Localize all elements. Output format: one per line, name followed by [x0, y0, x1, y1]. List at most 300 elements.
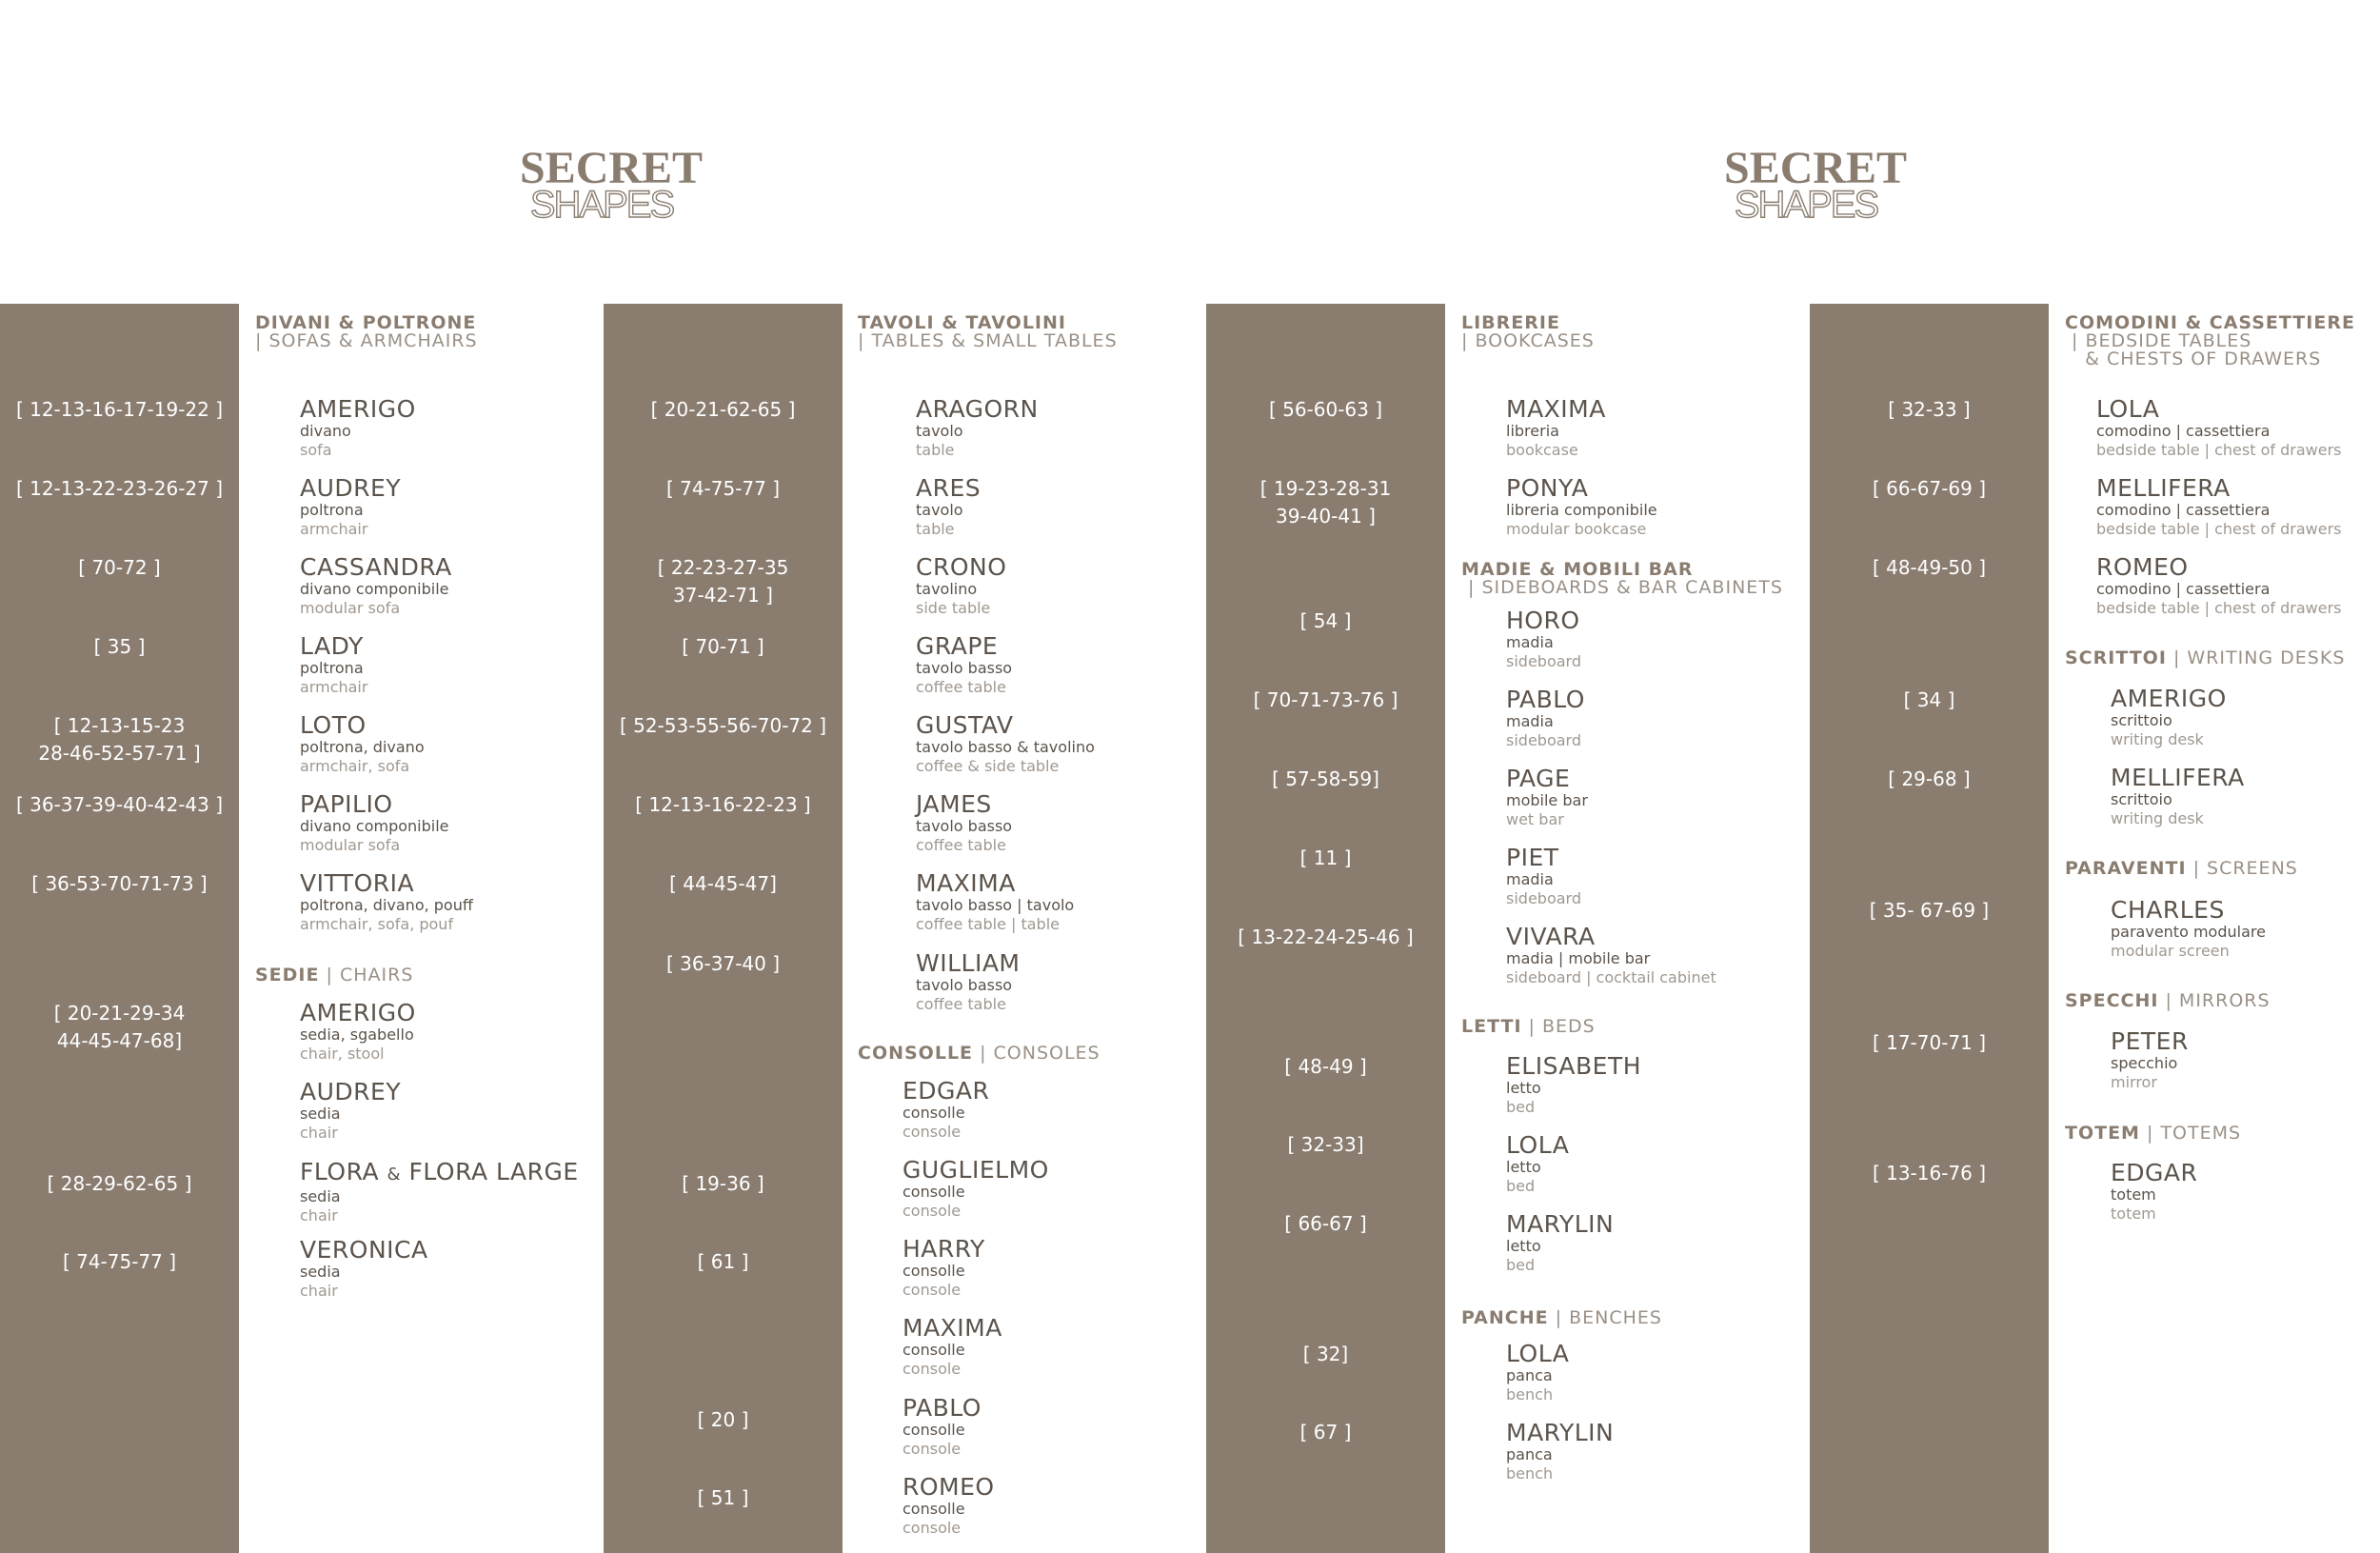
product-name-text: PIET	[1506, 844, 1559, 871]
category-name-it: CONSOLLE	[858, 1043, 974, 1064]
product-type-en: sofa	[300, 441, 332, 459]
product-type-it: tavolo basso	[916, 976, 1013, 994]
product-type-it: libreria	[1506, 422, 1559, 440]
product-name-text: ARAGORN	[916, 395, 1039, 423]
product-type-en: sideboard	[1506, 652, 1581, 670]
product-entry	[902, 1315, 1002, 1379]
page-numbers: [ 44-45-47]	[669, 872, 777, 895]
product-name-text: VITTORIA	[300, 869, 415, 897]
product-type-en: sideboard	[1506, 731, 1581, 749]
product-type-en: bedside table | chest of drawers	[2096, 520, 2342, 538]
category-heading	[858, 1045, 1101, 1063]
product-type-it: comodino | cassettiera	[2096, 501, 2271, 519]
category-name-it: PANCHE	[1461, 1307, 1549, 1328]
page-numbers: [ 19-23-28-31 39-40-41 ]	[1259, 477, 1392, 528]
category-heading	[1461, 1309, 1662, 1327]
product-type-en: console	[902, 1440, 962, 1458]
product-name-text: PAPILIO	[300, 790, 393, 818]
page-numbers: [ 35 ]	[93, 635, 146, 658]
product-entry	[2111, 686, 2227, 749]
product-name	[1506, 1420, 1614, 1445]
product-entry	[300, 633, 367, 697]
page-numbers: [ 12-13-22-23-26-27 ]	[15, 477, 224, 500]
category-name-en: | CONSOLES	[973, 1043, 1101, 1064]
product-name	[300, 870, 473, 896]
category-name-it: TAVOLI & TAVOLINI	[858, 312, 1066, 333]
product-entry	[300, 870, 473, 934]
product-name-text: CHARLES	[2111, 896, 2225, 924]
product-entry	[916, 950, 1021, 1014]
product-entry	[1506, 607, 1581, 671]
product-entry	[916, 396, 1039, 460]
product-entry	[902, 1157, 1049, 1221]
page-numbers: [ 61 ]	[697, 1250, 749, 1273]
product-type-it: panca	[1506, 1445, 1553, 1463]
product-entry	[1506, 845, 1581, 908]
product-type-en: console	[902, 1202, 962, 1220]
page-numbers: [ 48-49 ]	[1284, 1055, 1367, 1078]
product-entry	[1506, 1211, 1614, 1275]
product-name-text: VIVARA	[1506, 923, 1596, 950]
product-name	[300, 475, 401, 501]
brand-logo-line2: SHAPES	[1734, 184, 1878, 226]
brand-logo-left	[520, 143, 704, 226]
product-type-en: table	[916, 441, 955, 459]
brand-logo-right	[1724, 143, 1908, 226]
product-name	[902, 1395, 982, 1421]
product-name	[902, 1157, 1049, 1183]
product-type-it: madia | mobile bar	[1506, 949, 1651, 967]
category-name-it: SPECCHI	[2065, 990, 2159, 1011]
product-name	[300, 1159, 579, 1187]
product-name-text: ELISABETH	[1506, 1052, 1642, 1080]
product-type-it: sedia	[300, 1105, 341, 1123]
product-type-en: totem	[2111, 1205, 2156, 1223]
product-entry	[902, 1395, 982, 1459]
page-numbers: [ 34 ]	[1903, 688, 1955, 711]
product-name	[916, 633, 1012, 659]
product-name	[916, 396, 1039, 422]
product-type-it: consolle	[902, 1500, 965, 1518]
page-numbers: [ 74-75-77 ]	[62, 1250, 177, 1273]
product-name	[2111, 765, 2245, 790]
page-numbers: [ 74-75-77 ]	[665, 477, 781, 500]
category-name-en: | SIDEBOARDS & BAR CABINETS	[1461, 577, 1783, 598]
product-type-it: tavolo	[916, 422, 963, 440]
category-name-it: LIBRERIE	[1461, 312, 1560, 333]
product-name	[1506, 766, 1588, 791]
product-name-text: AMERIGO	[2111, 685, 2227, 712]
product-type-en: wet bar	[1506, 810, 1564, 828]
product-type-en: console	[902, 1519, 962, 1537]
product-entry	[916, 712, 1095, 776]
product-type-it: consolle	[902, 1104, 965, 1122]
category-heading	[2065, 649, 2345, 667]
product-type-en: bed	[1506, 1098, 1536, 1116]
product-name-text: GRAPE	[916, 632, 999, 660]
product-name	[1506, 396, 1606, 422]
product-entry	[902, 1236, 985, 1300]
product-type-en: table	[916, 520, 955, 538]
category-heading	[2065, 992, 2271, 1010]
product-type-en: chair	[300, 1206, 338, 1224]
product-type-en: console	[902, 1281, 962, 1299]
product-name	[2111, 686, 2227, 711]
product-name-text: HARRY	[902, 1235, 985, 1263]
product-name	[902, 1474, 995, 1500]
page-numbers: [ 17-70-71 ]	[1872, 1031, 1987, 1054]
product-type-it: totem	[2111, 1185, 2156, 1204]
product-entry	[916, 554, 1006, 618]
product-type-en: bed	[1506, 1256, 1536, 1274]
page-numbers: [ 12-13-16-17-19-22 ]	[15, 398, 224, 421]
product-name-text: ROMEO	[902, 1473, 995, 1501]
product-entry	[300, 791, 448, 855]
category-name-en: | MIRRORS	[2158, 990, 2271, 1011]
product-type-it: consolle	[902, 1183, 965, 1201]
product-type-en: chair, stool	[300, 1045, 385, 1063]
page-numbers: [ 66-67 ]	[1284, 1212, 1367, 1235]
product-name-text: EDGAR	[2111, 1159, 2198, 1186]
category-heading	[1461, 314, 1595, 350]
product-type-it: sedia, sgabello	[300, 1025, 414, 1044]
product-name	[916, 791, 1012, 817]
product-type-en: armchair, sofa, pouf	[300, 915, 454, 933]
product-name	[902, 1078, 989, 1104]
category-name-it: DIVANI & POLTRONE	[255, 312, 477, 333]
product-type-en: sideboard	[1506, 889, 1581, 907]
product-name	[916, 712, 1095, 738]
product-name-text: PETER	[2111, 1027, 2189, 1055]
product-type-it: divano componibile	[300, 817, 449, 835]
product-entry	[2096, 475, 2341, 539]
category-name-en: | SOFAS & ARMCHAIRS	[255, 330, 478, 351]
page-numbers: [ 66-67-69 ]	[1872, 477, 1987, 500]
page-numbers: [ 48-49-50 ]	[1872, 556, 1987, 579]
page-numbers: [ 12-13-16-22-23 ]	[635, 793, 811, 816]
product-type-it: madia	[1506, 633, 1554, 651]
category-name-en: | WRITING DESKS	[2166, 647, 2346, 668]
product-name	[2096, 475, 2341, 501]
product-name-text: HORO	[1506, 607, 1580, 634]
category-name-en: | TOTEMS	[2139, 1123, 2242, 1144]
category-name-en: | BENCHES	[1548, 1307, 1662, 1328]
product-name-text: GUGLIELMO	[902, 1156, 1049, 1184]
category-name-it: COMODINI & CASSETTIERE	[2065, 312, 2355, 333]
product-name	[2096, 554, 2341, 580]
product-entry	[2111, 765, 2245, 828]
product-entry	[2096, 554, 2341, 618]
page-numbers: [ 13-16-76 ]	[1872, 1162, 1987, 1185]
product-type-it: scrittoio	[2111, 790, 2172, 808]
page-numbers: [ 29-68 ]	[1888, 767, 1971, 790]
page-numbers: [ 22-23-27-35 37-42-71 ]	[657, 556, 789, 607]
product-name-text: ROMEO	[2096, 553, 2189, 581]
product-name	[902, 1236, 985, 1262]
product-name-text: VERONICA	[300, 1236, 428, 1264]
category-name-it: SEDIE	[255, 965, 320, 986]
ampersand: &	[387, 1165, 402, 1185]
product-name	[916, 554, 1006, 580]
product-entry	[300, 712, 425, 776]
product-entry	[916, 791, 1012, 855]
page-numbers: [ 20-21-29-34 44-45-47-68]	[53, 1002, 186, 1052]
product-name-text: PABLO	[902, 1394, 982, 1422]
product-name	[1506, 845, 1581, 870]
product-name	[300, 712, 425, 738]
brand-logo-line1: SECRET	[520, 143, 704, 193]
page-numbers: [ 36-53-70-71-73 ]	[31, 872, 208, 895]
page-numbers: [ 32]	[1302, 1343, 1349, 1365]
product-type-en: console	[902, 1360, 962, 1378]
page-numbers: [ 57-58-59]	[1272, 767, 1379, 790]
product-type-it: poltrona, divano, pouff	[300, 896, 473, 914]
product-name	[916, 870, 1074, 896]
product-type-en: modular screen	[2111, 942, 2230, 960]
category-heading	[2065, 314, 2355, 368]
product-type-it: letto	[1506, 1158, 1541, 1176]
product-type-en: modular bookcase	[1506, 520, 1647, 538]
product-name-text: FLORA	[300, 1158, 380, 1185]
product-entry	[300, 554, 452, 618]
product-type-it: comodino | cassettiera	[2096, 580, 2271, 598]
product-type-it: poltrona	[300, 501, 364, 519]
product-type-it: scrittoio	[2111, 711, 2172, 729]
category-name-en: | TABLES & SMALL TABLES	[858, 330, 1118, 351]
category-name-it: MADIE & MOBILI BAR	[1461, 559, 1694, 580]
page-numbers: [ 20-21-62-65 ]	[650, 398, 796, 421]
product-name	[300, 396, 416, 422]
product-type-en: chair	[300, 1282, 338, 1300]
product-name-text: LOLA	[1506, 1131, 1570, 1159]
product-name-text: AMERIGO	[300, 999, 416, 1026]
product-name	[300, 554, 452, 580]
page-numbers: [ 54 ]	[1299, 609, 1352, 632]
product-type-en: bench	[1506, 1464, 1554, 1483]
product-type-it: consolle	[902, 1421, 965, 1439]
product-entry	[300, 1159, 579, 1225]
product-name	[1506, 1211, 1614, 1237]
product-name-text: LADY	[300, 632, 364, 660]
page-numbers: [ 35- 67-69 ]	[1869, 899, 1990, 922]
product-name	[300, 1079, 401, 1105]
product-name	[2096, 396, 2341, 422]
product-name-text: PAGE	[1506, 765, 1571, 792]
product-type-it: tavolino	[916, 580, 978, 598]
product-type-it: madia	[1506, 870, 1554, 888]
page-numbers: [ 70-71 ]	[682, 635, 764, 658]
product-entry	[902, 1474, 995, 1538]
product-name	[2111, 1160, 2197, 1185]
product-name	[916, 475, 981, 501]
product-name-text: LOLA	[2096, 395, 2160, 423]
product-name	[2111, 1028, 2189, 1054]
brand-logo-line1: SECRET	[1724, 143, 1908, 193]
product-name-text: AMERIGO	[300, 395, 416, 423]
product-name	[300, 633, 367, 659]
product-name	[902, 1315, 1002, 1341]
product-type-en: console	[902, 1123, 962, 1141]
product-type-it: divano componibile	[300, 580, 449, 598]
page-numbers: [ 70-72 ]	[78, 556, 161, 579]
product-entry	[2111, 897, 2266, 961]
page-numbers: [ 67 ]	[1299, 1421, 1352, 1443]
category-heading	[255, 966, 413, 985]
product-type-en: bedside table | chest of drawers	[2096, 441, 2342, 459]
product-type-en: armchair	[300, 678, 368, 696]
category-name-it: LETTI	[1461, 1016, 1522, 1037]
page-numbers: [ 36-37-39-40-42-43 ]	[15, 793, 224, 816]
page-numbers: [ 56-60-63 ]	[1268, 398, 1383, 421]
category-name-en: | BEDSIDE TABLES & CHESTS OF DRAWERS	[2072, 330, 2322, 369]
product-type-en: bench	[1506, 1385, 1554, 1404]
category-heading	[2065, 1125, 2241, 1143]
product-entry	[2111, 1160, 2197, 1224]
product-name	[1506, 1341, 1569, 1366]
page-numbers: [ 19-36 ]	[682, 1172, 764, 1195]
category-heading	[2065, 860, 2298, 878]
product-type-it: specchio	[2111, 1054, 2178, 1072]
product-type-it: letto	[1506, 1237, 1541, 1255]
product-name-text-2: FLORA LARGE	[408, 1158, 579, 1185]
product-name-text: AUDREY	[300, 1078, 402, 1105]
category-name-it: PARAVENTI	[2065, 858, 2187, 879]
product-type-en: bed	[1506, 1177, 1536, 1195]
product-type-it: panca	[1506, 1366, 1553, 1384]
product-entry	[1506, 1420, 1614, 1483]
product-entry	[1506, 475, 1657, 539]
product-entry	[2111, 1028, 2189, 1092]
product-type-en: modular sofa	[300, 836, 401, 854]
product-name-text: MARYLIN	[1506, 1419, 1615, 1446]
product-name-text: JAMES	[916, 790, 992, 818]
product-type-en: coffee table	[916, 836, 1006, 854]
product-type-it: poltrona	[300, 659, 364, 677]
product-entry	[916, 475, 981, 539]
product-entry	[916, 633, 1012, 697]
product-name	[300, 1237, 428, 1263]
product-name-text: PABLO	[1506, 686, 1585, 713]
product-entry	[2096, 396, 2341, 460]
product-type-it: consolle	[902, 1262, 965, 1280]
product-type-en: modular sofa	[300, 599, 401, 617]
product-type-it: tavolo	[916, 501, 963, 519]
product-name-text: MAXIMA	[1506, 395, 1606, 423]
product-name	[1506, 687, 1585, 712]
category-heading	[1461, 1018, 1596, 1036]
product-type-en: writing desk	[2111, 730, 2204, 748]
product-name	[300, 791, 448, 817]
product-type-it: tavolo basso	[916, 659, 1013, 677]
page-numbers: [ 52-53-55-56-70-72 ]	[619, 714, 827, 737]
product-type-en: mirror	[2111, 1073, 2157, 1091]
product-type-en: sideboard | cocktail cabinet	[1506, 968, 1716, 986]
product-name-text: PONYA	[1506, 474, 1589, 502]
product-name-text: ARES	[916, 474, 982, 502]
product-name-text: GUSTAV	[916, 711, 1014, 739]
product-entry	[1506, 1341, 1569, 1404]
product-type-it: mobile bar	[1506, 791, 1588, 809]
product-type-en: armchair, sofa	[300, 757, 410, 775]
category-name-en: | CHAIRS	[319, 965, 414, 986]
product-entry	[916, 870, 1074, 934]
product-entry	[300, 396, 416, 460]
product-type-it: tavolo basso & tavolino	[916, 738, 1095, 756]
category-heading	[1461, 561, 1783, 597]
product-entry	[1506, 396, 1606, 460]
product-type-it: consolle	[902, 1341, 965, 1359]
product-name	[1506, 475, 1657, 501]
page-numbers: [ 70-71-73-76 ]	[1253, 688, 1398, 711]
page-numbers: [ 28-29-62-65 ]	[47, 1172, 192, 1195]
product-type-en: chair	[300, 1124, 338, 1142]
product-entry	[1506, 766, 1588, 829]
product-type-en: bookcase	[1506, 441, 1578, 459]
product-name-text: AUDREY	[300, 474, 402, 502]
product-name	[2111, 897, 2266, 923]
product-name-text: MARYLIN	[1506, 1210, 1615, 1238]
product-name-text: WILLIAM	[916, 949, 1021, 977]
product-entry	[300, 475, 401, 539]
category-name-it: SCRITTOI	[2065, 647, 2167, 668]
brand-logo-line2: SHAPES	[529, 184, 674, 226]
category-name-en: | BOOKCASES	[1461, 330, 1595, 351]
product-type-it: poltrona, divano	[300, 738, 425, 756]
product-type-en: armchair	[300, 520, 368, 538]
category-name-en: | SCREENS	[2186, 858, 2298, 879]
page-numbers: [ 11 ]	[1299, 846, 1352, 869]
product-type-it: letto	[1506, 1079, 1541, 1097]
product-type-en: writing desk	[2111, 809, 2204, 827]
product-type-it: tavolo basso | tavolo	[916, 896, 1075, 914]
product-name-text: CASSANDRA	[300, 553, 452, 581]
product-name-text: LOLA	[1506, 1340, 1570, 1367]
product-type-it: comodino | cassettiera	[2096, 422, 2271, 440]
product-type-it: divano	[300, 422, 351, 440]
product-entry	[300, 1237, 428, 1301]
page-numbers: [ 51 ]	[697, 1486, 749, 1509]
product-name	[1506, 607, 1581, 633]
page-numbers: [ 32-33 ]	[1888, 398, 1971, 421]
product-name	[1506, 1132, 1569, 1158]
page-numbers: [ 20 ]	[697, 1408, 749, 1431]
product-name-text: LOTO	[300, 711, 367, 739]
page-numbers: [ 12-13-15-23 28-46-52-57-71 ]	[38, 714, 201, 765]
product-type-it: tavolo basso	[916, 817, 1013, 835]
page-numbers: [ 13-22-24-25-46 ]	[1238, 926, 1414, 948]
product-name	[1506, 924, 1716, 949]
product-name	[1506, 1053, 1641, 1079]
product-name-text: MELLIFERA	[2111, 764, 2245, 791]
product-entry	[300, 1079, 401, 1143]
category-heading	[255, 314, 478, 350]
product-type-en: coffee table | table	[916, 915, 1060, 933]
category-name-en: | BEDS	[1521, 1016, 1596, 1037]
product-name-text: CRONO	[916, 553, 1007, 581]
page-numbers: [ 36-37-40 ]	[665, 952, 781, 975]
product-entry	[300, 1000, 416, 1064]
product-type-en: coffee & side table	[916, 757, 1060, 775]
page-numbers: [ 32-33]	[1287, 1133, 1364, 1156]
product-name	[300, 1000, 416, 1025]
product-type-en: coffee table	[916, 995, 1006, 1013]
product-entry	[902, 1078, 989, 1142]
product-type-it: sedia	[300, 1263, 341, 1281]
product-name-text: EDGAR	[902, 1077, 990, 1105]
product-name-text: MAXIMA	[902, 1314, 1002, 1342]
product-type-en: bedside table | chest of drawers	[2096, 599, 2342, 617]
product-type-en: coffee table	[916, 678, 1006, 696]
